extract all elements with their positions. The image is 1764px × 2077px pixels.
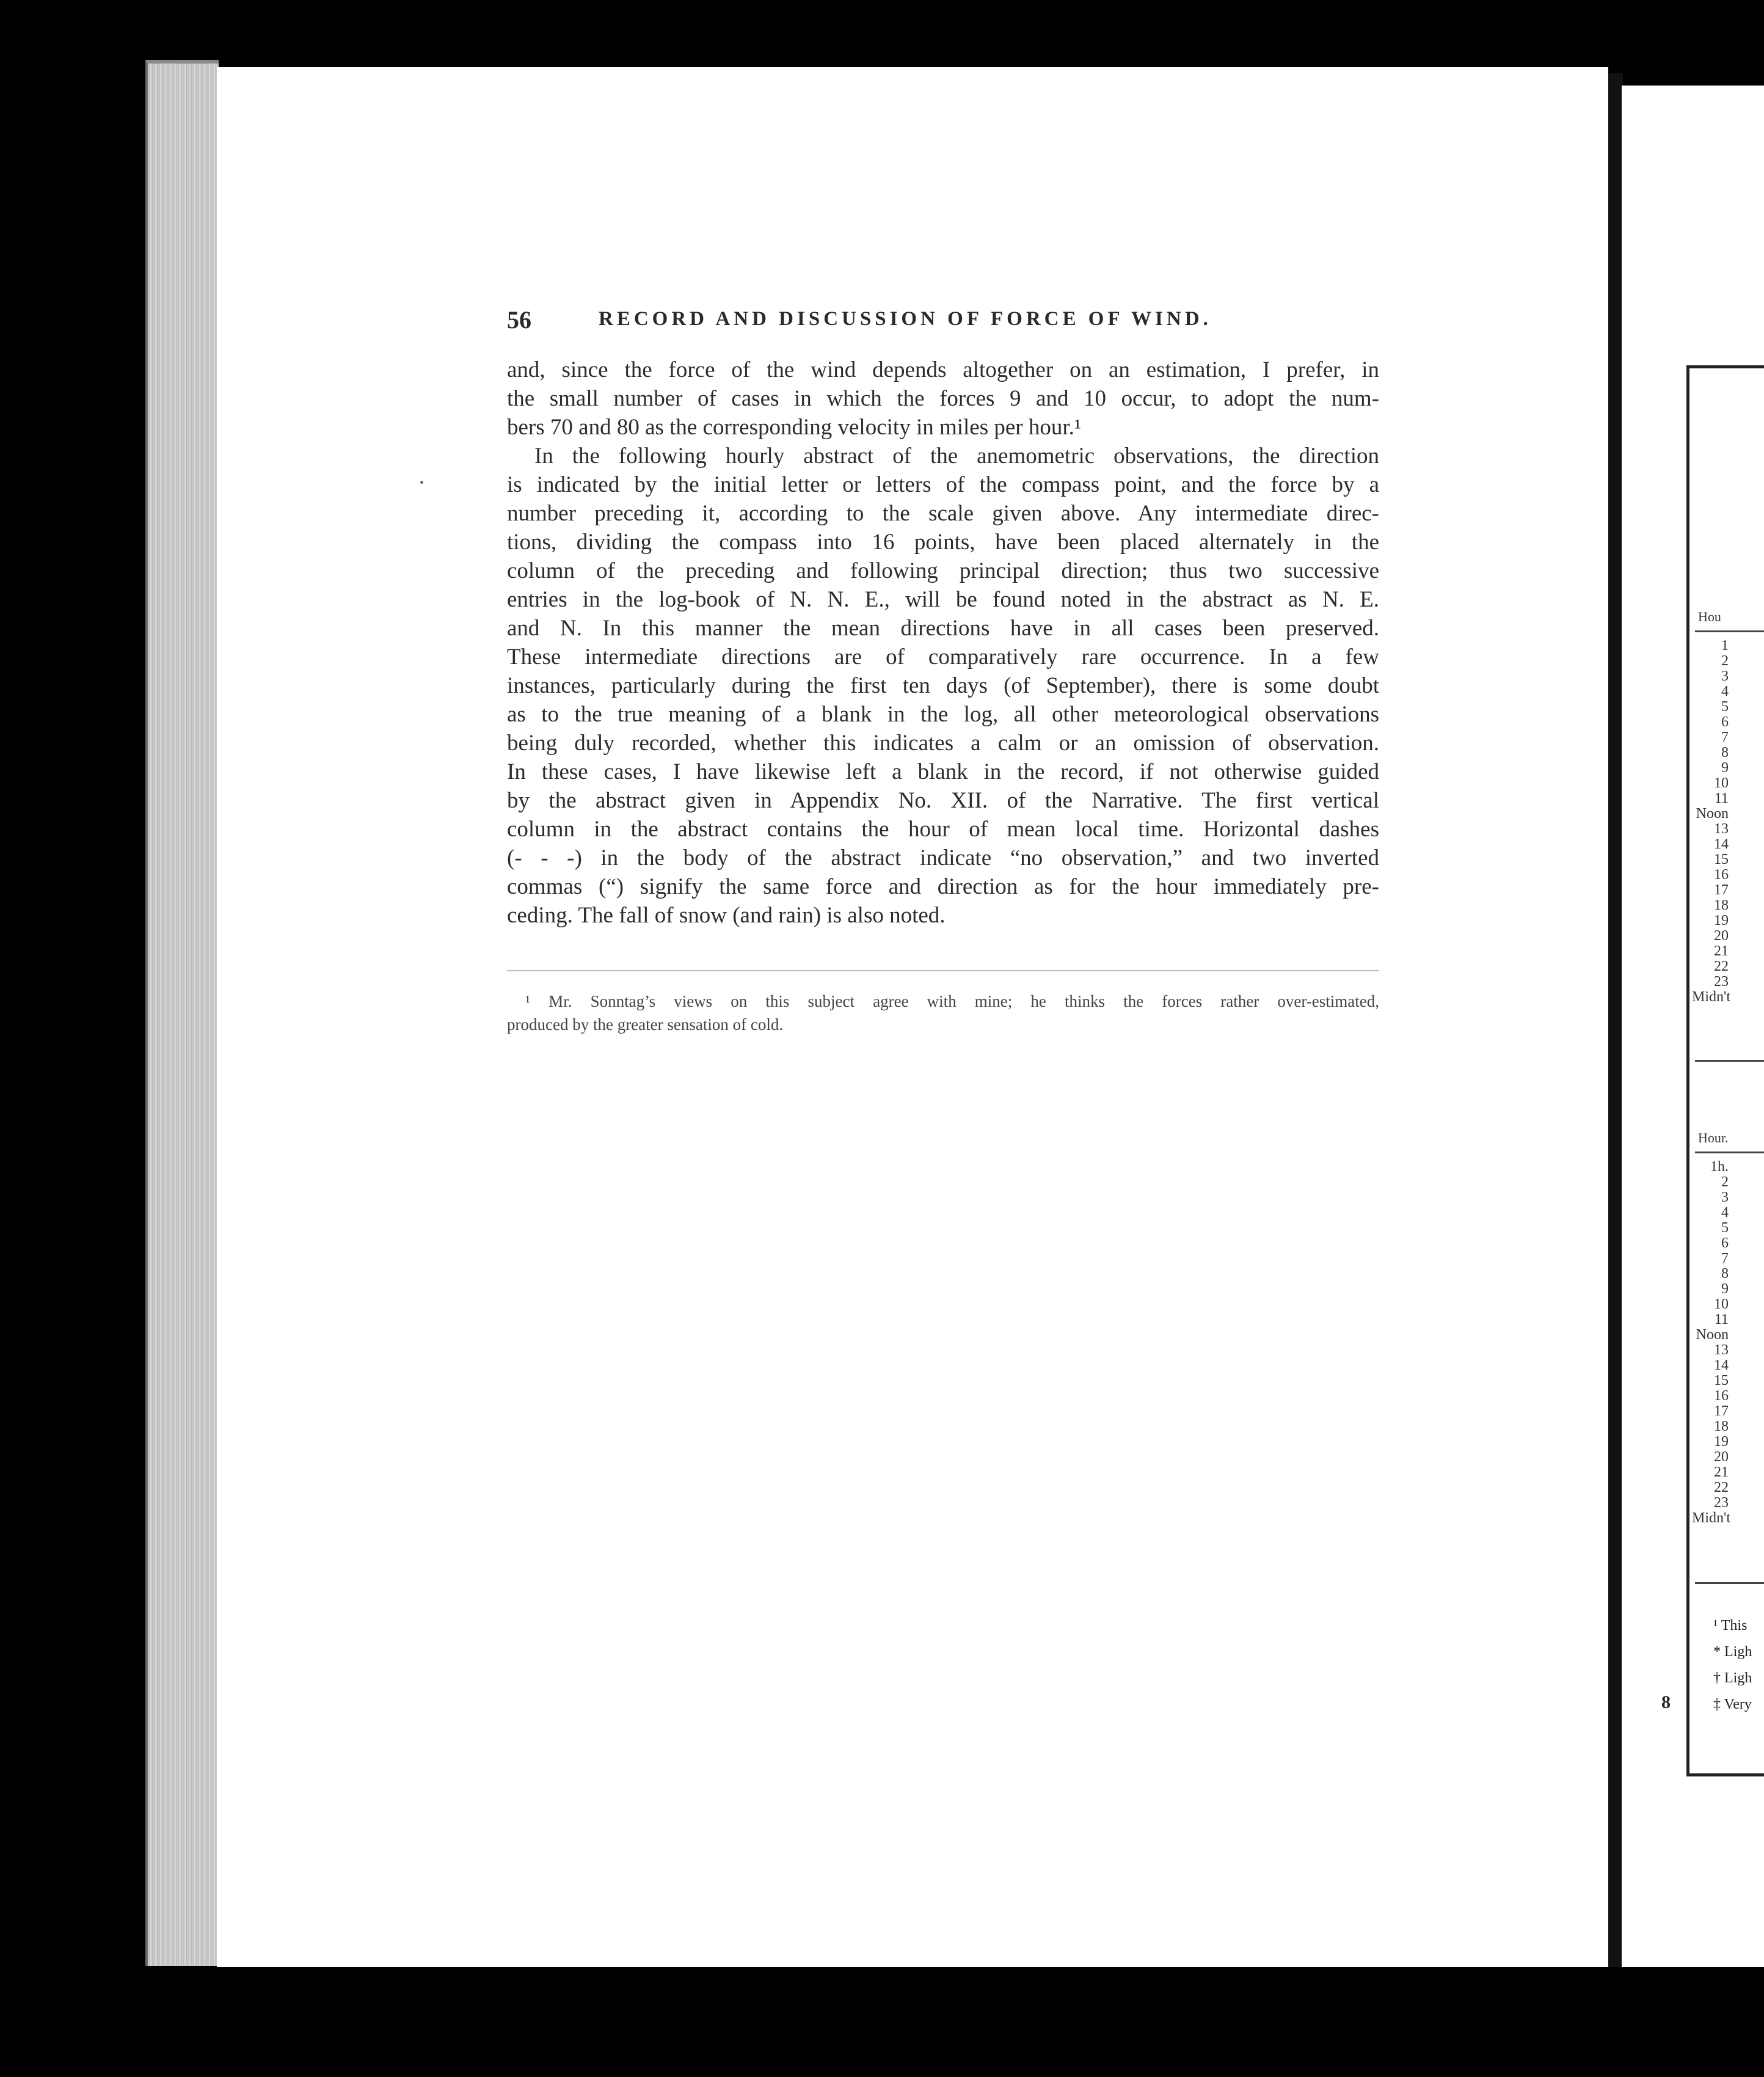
- note-line: ¹ This: [1713, 1618, 1748, 1633]
- header-rule: [1695, 630, 1764, 632]
- text-line: as to the true meaning of a blank in the log, all other meteorological observations: [507, 702, 1379, 727]
- text-line: (- - -) in the body of the abstract indicate “no observation,” and two inverted: [507, 845, 1379, 871]
- footnote-rule: [507, 970, 1379, 971]
- hour-label: 15: [1714, 1373, 1729, 1389]
- hour-label: 20: [1714, 928, 1729, 944]
- hour-label: 5: [1721, 699, 1729, 715]
- hour-label: 19: [1714, 913, 1729, 929]
- footnote: [507, 990, 1379, 1036]
- hour-label: 23: [1714, 974, 1729, 990]
- hour-label: 1: [1721, 638, 1729, 654]
- hour-label: Noon: [1696, 1327, 1729, 1343]
- note-line: † Ligh: [1713, 1670, 1752, 1686]
- paper-speck: [420, 481, 423, 484]
- hour-label: 18: [1714, 897, 1729, 913]
- hour-label: 14: [1714, 1357, 1729, 1373]
- hour-label: 8: [1721, 1266, 1729, 1282]
- hour-column: [1692, 638, 1729, 1005]
- hour-label: 6: [1721, 714, 1729, 730]
- hour-label: 21: [1714, 1464, 1729, 1480]
- hour-label: 5: [1721, 1220, 1729, 1236]
- text-line: instances, particularly during the first ten days (of September), there is some doubt: [507, 673, 1379, 698]
- hour-label: 23: [1714, 1495, 1729, 1511]
- hour-label: 21: [1714, 943, 1729, 959]
- hour-label: Midn't: [1692, 989, 1730, 1005]
- hour-label: 6: [1721, 1235, 1729, 1251]
- text-line: and N. In this manner the mean directions have in all cases been preserved.: [507, 616, 1379, 641]
- hour-label: 4: [1721, 684, 1729, 699]
- text-line: is indicated by the initial letter or letters of the compass point, and the force by a: [507, 472, 1379, 497]
- text-line: tions, dividing the compass into 16 points, have been placed alternately in the: [507, 530, 1379, 555]
- hour-label: 17: [1714, 882, 1729, 898]
- hour-label: 1h.: [1710, 1159, 1729, 1175]
- table-notes: [1713, 1613, 1752, 1718]
- body-text: [507, 356, 1379, 930]
- text-line: These intermediate directions are of comparatively rare occurrence. In a few: [507, 644, 1379, 670]
- hour-label: 11: [1714, 1312, 1729, 1327]
- text-line: ¹ Mr. Sonntag’s views on this subject agree with mine; he thinks the forces rather over-estimated,: [525, 992, 1379, 1010]
- hour-label: 11: [1714, 790, 1729, 806]
- text-line: column of the preceding and following principal direction; thus two successive: [507, 558, 1379, 583]
- text-line: bers 70 and 80 as the corresponding velocity in miles per hour.¹: [507, 415, 1081, 440]
- note-line: * Ligh: [1713, 1644, 1752, 1660]
- text-line: commas (“) signify the same force and direction as for the hour immediately pre-: [507, 874, 1379, 899]
- hour-label: 18: [1714, 1418, 1729, 1434]
- hour-label: 13: [1714, 821, 1729, 837]
- text-line: and, since the force of the wind depends altogether on an estimation, I prefer, in: [507, 357, 1379, 382]
- text-line: In the following hourly abstract of the anemometric observations, the direction: [534, 444, 1379, 469]
- book-gutter: [1608, 73, 1623, 1967]
- section-rule: [1695, 1060, 1764, 1062]
- hour-label: 9: [1721, 1281, 1729, 1297]
- hour-label: 7: [1721, 1250, 1729, 1266]
- text-line: being duly recorded, whether this indicates a calm or an omission of observation.: [507, 731, 1379, 756]
- right-page-bottom-number: 8: [1661, 1692, 1671, 1712]
- column-header-hour: Hou: [1698, 609, 1721, 624]
- text-line: by the abstract given in Appendix No. XII. of the Narrative. The first vertical: [507, 788, 1379, 813]
- page-edges: [145, 60, 219, 1966]
- text-line: produced by the greater sensation of cold.: [507, 1015, 784, 1034]
- hour-label: 4: [1721, 1205, 1729, 1221]
- text-line: column in the abstract contains the hour of mean local time. Horizontal dashes: [507, 817, 1379, 842]
- text-line: the small number of cases in which the forces 9 and 10 occur, to adopt the num-: [507, 386, 1379, 411]
- running-title: RECORD AND DISCUSSION OF FORCE OF WIND.: [599, 308, 1212, 330]
- hour-label: 8: [1721, 745, 1729, 761]
- hour-label: 7: [1721, 729, 1729, 745]
- hour-label: 2: [1721, 653, 1729, 669]
- hour-label: Noon: [1696, 806, 1729, 822]
- hour-label: 3: [1721, 668, 1729, 684]
- hour-label: Midn't: [1692, 1510, 1730, 1526]
- header-rule: [1695, 1152, 1764, 1153]
- text-line: number preceding it, according to the scale given above. Any intermediate direc-: [507, 501, 1379, 526]
- hour-column: [1692, 1159, 1729, 1526]
- text-line: ceding. The fall of snow (and rain) is also noted.: [507, 903, 946, 928]
- hour-label: 16: [1714, 867, 1729, 883]
- hour-label: 19: [1714, 1434, 1729, 1450]
- hour-label: 17: [1714, 1403, 1729, 1419]
- hour-label: 13: [1714, 1342, 1729, 1358]
- hour-label: 10: [1714, 1296, 1729, 1312]
- hour-label: 15: [1714, 852, 1729, 867]
- page-header: [507, 305, 1380, 336]
- hour-label: 10: [1714, 775, 1729, 791]
- column-header-hour: Hour.: [1698, 1130, 1729, 1145]
- hour-label: 9: [1721, 760, 1729, 776]
- page-number: 56: [507, 306, 531, 334]
- hour-label: 14: [1714, 836, 1729, 852]
- hour-label: 20: [1714, 1449, 1729, 1465]
- hour-label: 22: [1714, 958, 1729, 974]
- section-rule: [1695, 1582, 1764, 1584]
- hour-label: 3: [1721, 1189, 1729, 1205]
- hour-label: 16: [1714, 1388, 1729, 1404]
- hour-label: 22: [1714, 1480, 1729, 1495]
- hour-label: 2: [1721, 1174, 1729, 1190]
- text-line: In these cases, I have likewise left a blank in the record, if not otherwise guided: [507, 759, 1379, 784]
- right-page: [1622, 86, 1764, 1967]
- table-frame: [1686, 365, 1764, 1776]
- note-line: ‡ Very: [1713, 1696, 1752, 1712]
- text-line: entries in the log-book of N. N. E., will be found noted in the abstract as N. E.: [507, 587, 1379, 612]
